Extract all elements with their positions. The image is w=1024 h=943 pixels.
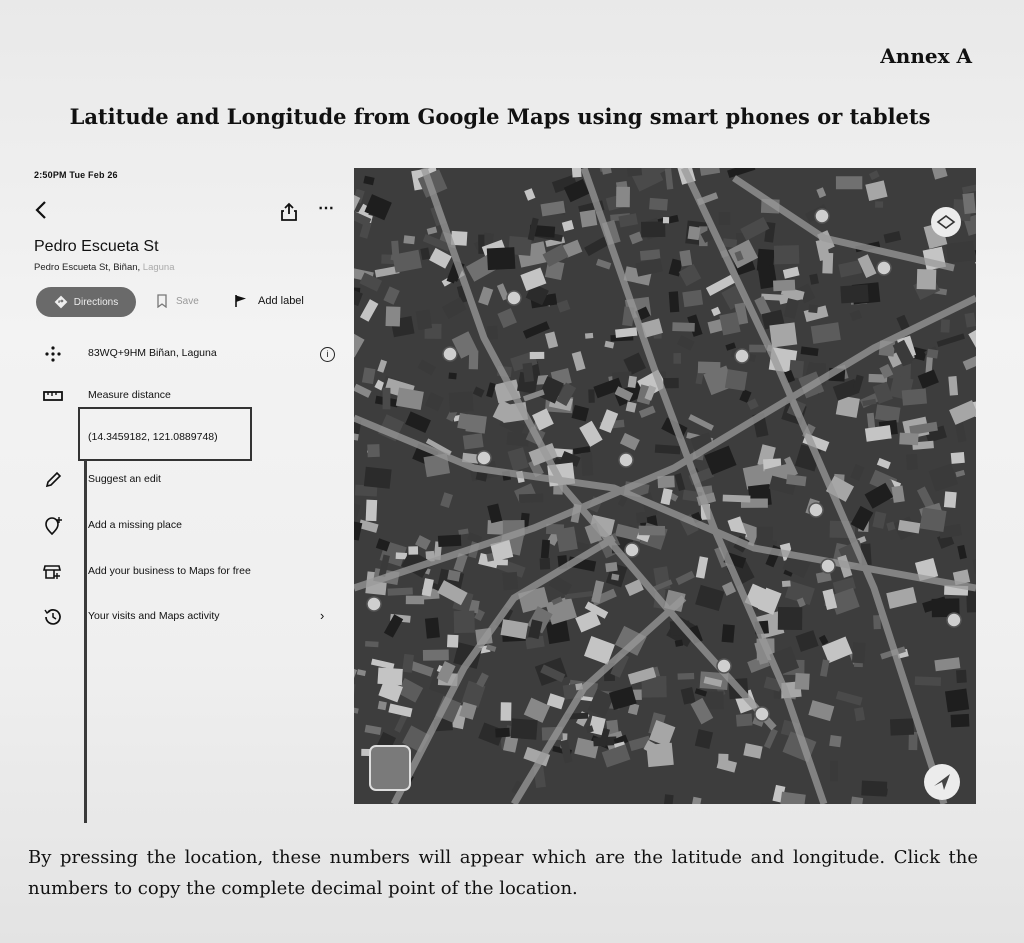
building-block: [420, 248, 430, 261]
suggest-edit-row[interactable]: [22, 470, 342, 492]
building-block: [861, 781, 887, 797]
building-block: [487, 326, 498, 340]
building-block: [636, 512, 647, 523]
add-business-text: Add your business to Maps for free: [88, 565, 251, 577]
building-block: [497, 308, 517, 328]
building-block: [391, 241, 399, 255]
building-block: [502, 572, 518, 590]
building-block: [725, 342, 736, 350]
plus-code-text: 83WQ+9HM Biñan, Laguna: [88, 347, 217, 359]
building-block: [378, 701, 387, 710]
building-block: [363, 176, 374, 186]
building-block: [688, 414, 714, 431]
building-block: [695, 729, 713, 749]
building-block: [782, 580, 791, 587]
building-block: [973, 556, 976, 574]
building-block: [354, 331, 365, 358]
building-block: [723, 495, 751, 503]
building-block: [886, 522, 895, 532]
place-subtitle: [34, 262, 175, 273]
building-block: [524, 188, 535, 201]
building-block: [409, 661, 433, 677]
building-block: [616, 187, 630, 208]
document-title: Latitude and Longitude from Google Maps using smart phones or tablets: [69, 104, 931, 129]
building-block: [931, 168, 948, 180]
building-block: [639, 406, 656, 418]
building-block: [546, 619, 570, 644]
building-block: [585, 333, 593, 339]
building-block: [354, 668, 357, 683]
instruction-paragraph: By pressing the location, these numbers will appear which are the latitude and longitude. Click the numbers to copy the complete decimal point of the location.: [28, 847, 978, 899]
building-block: [690, 797, 702, 804]
building-block: [524, 698, 550, 723]
building-block: [601, 168, 612, 175]
building-block: [854, 707, 865, 721]
building-block: [449, 391, 474, 412]
building-block: [596, 259, 611, 270]
building-block: [604, 341, 614, 349]
pencil-icon: [42, 470, 64, 490]
building-block: [816, 187, 826, 198]
building-block: [438, 535, 461, 547]
building-block: [695, 585, 724, 611]
building-block: [836, 691, 863, 706]
building-block: [557, 300, 571, 313]
building-block: [635, 258, 663, 276]
building-block: [890, 718, 914, 735]
place-panel: [22, 160, 352, 808]
building-block: [937, 333, 965, 347]
building-block: [572, 351, 586, 371]
building-block: [899, 433, 918, 446]
building-block: [780, 792, 806, 804]
building-block: [530, 352, 545, 359]
building-block: [743, 743, 762, 759]
annotation-line: [84, 460, 87, 823]
more-options-icon[interactable]: ⋯: [318, 200, 335, 217]
building-block: [965, 313, 976, 328]
coordinates-row[interactable]: [22, 428, 342, 450]
building-block: [688, 226, 701, 240]
building-block: [749, 345, 766, 353]
building-block: [951, 452, 965, 464]
add-label-button[interactable]: [234, 294, 304, 308]
building-block: [487, 247, 516, 270]
building-block: [383, 286, 399, 304]
building-block: [801, 346, 819, 356]
building-block: [830, 760, 837, 781]
building-block: [747, 398, 759, 410]
building-block: [678, 673, 695, 680]
building-block: [611, 574, 619, 581]
plus-code-icon: [42, 344, 64, 364]
building-block: [975, 254, 976, 282]
building-block: [875, 201, 883, 208]
building-block: [711, 307, 721, 317]
building-block: [454, 611, 475, 633]
building-block: [944, 491, 957, 508]
building-block: [727, 168, 755, 178]
building-block: [429, 248, 452, 269]
building-block: [579, 421, 602, 447]
plus-code-row[interactable]: [22, 344, 342, 366]
building-block: [367, 444, 380, 457]
building-block: [956, 670, 967, 683]
building-block: [377, 668, 402, 686]
building-block: [902, 388, 927, 405]
satellite-imagery: [354, 168, 976, 804]
building-block: [354, 520, 362, 540]
building-block: [811, 322, 841, 344]
directions-label: Directions: [73, 296, 119, 308]
building-block: [946, 241, 975, 263]
building-block: [957, 545, 967, 559]
building-block: [396, 387, 424, 410]
building-block: [362, 367, 376, 384]
directions-icon: [54, 295, 68, 309]
building-block: [929, 464, 958, 492]
building-block: [628, 376, 637, 388]
chevron-right-icon[interactable]: ›: [320, 608, 325, 623]
building-block: [819, 635, 829, 645]
building-block: [934, 657, 960, 671]
add-missing-place-text: Add a missing place: [88, 519, 182, 531]
building-block: [773, 280, 795, 292]
building-block: [519, 493, 543, 502]
building-block: [388, 703, 412, 717]
building-block: [679, 264, 702, 286]
building-block: [365, 725, 382, 735]
building-block: [416, 309, 432, 329]
building-block: [588, 389, 595, 402]
building-block: [663, 794, 673, 804]
maps-activity-text: Your visits and Maps activity: [88, 610, 220, 622]
building-block: [406, 596, 424, 605]
building-block: [511, 718, 538, 739]
building-block: [469, 350, 479, 369]
maps-activity-row[interactable]: [22, 607, 342, 629]
measure-distance-text: Measure distance: [88, 389, 171, 401]
building-block: [769, 322, 797, 347]
add-business-row[interactable]: [22, 562, 342, 584]
building-block: [850, 310, 862, 321]
building-block: [822, 589, 837, 610]
annex-label: Annex A: [880, 44, 972, 68]
building-block: [783, 267, 800, 279]
building-block: [795, 673, 810, 690]
building-block: [722, 582, 736, 596]
building-block: [948, 376, 958, 396]
building-block: [383, 388, 391, 410]
building-block: [796, 630, 819, 652]
building-block: [719, 212, 730, 225]
building-block: [918, 369, 939, 388]
add-missing-place-row[interactable]: [22, 516, 342, 538]
building-block: [682, 290, 703, 307]
flag-icon: [234, 294, 248, 308]
building-block: [354, 503, 361, 521]
building-block: [663, 378, 679, 388]
building-block: [427, 227, 438, 235]
building-block: [448, 372, 456, 379]
building-block: [736, 714, 753, 727]
building-block: [377, 360, 387, 373]
building-block: [649, 198, 668, 211]
building-block: [869, 170, 880, 180]
building-block: [396, 552, 407, 559]
building-block: [820, 659, 830, 676]
building-block: [920, 507, 947, 532]
building-block: [949, 400, 976, 425]
building-block: [354, 705, 359, 714]
place-title: Pedro Escueta St: [34, 238, 159, 255]
building-block: [677, 335, 695, 350]
building-block: [545, 331, 558, 348]
directions-button[interactable]: [36, 287, 136, 317]
share-icon[interactable]: [280, 202, 298, 222]
building-block: [639, 526, 665, 536]
building-block: [865, 180, 887, 201]
building-block: [875, 404, 901, 422]
building-block: [891, 485, 904, 502]
building-block: [366, 500, 378, 522]
building-block: [660, 488, 672, 505]
building-block: [354, 681, 356, 706]
building-block: [672, 322, 695, 331]
building-block: [962, 184, 976, 194]
building-block: [387, 587, 412, 595]
storefront-icon: [42, 562, 64, 582]
building-block: [478, 286, 493, 305]
building-block: [620, 433, 640, 451]
building-block: [425, 617, 440, 638]
building-block: [761, 803, 782, 804]
building-block: [955, 470, 965, 477]
building-block: [906, 454, 918, 470]
building-block: [676, 571, 695, 585]
building-block: [850, 796, 863, 804]
building-block: [520, 268, 546, 291]
maps-screenshot: [22, 160, 977, 808]
building-block: [572, 405, 589, 422]
building-block: [463, 433, 484, 449]
building-block: [681, 687, 696, 705]
coordinates-text[interactable]: (14.3459182, 121.0889748): [88, 431, 218, 443]
building-block: [872, 511, 886, 529]
building-block: [540, 558, 551, 570]
building-block: [473, 386, 485, 397]
save-button[interactable]: [156, 294, 199, 308]
building-block: [615, 327, 637, 338]
building-block: [941, 319, 950, 332]
building-block: [495, 728, 510, 738]
building-block: [423, 649, 449, 660]
building-block: [822, 253, 833, 274]
building-block: [357, 669, 366, 676]
building-block: [877, 458, 891, 469]
building-block: [695, 688, 707, 696]
building-block: [850, 464, 864, 481]
building-block: [739, 389, 751, 403]
building-block: [440, 492, 453, 508]
save-label: Save: [176, 295, 199, 307]
building-block: [757, 527, 773, 547]
building-block: [565, 591, 593, 599]
building-block: [405, 411, 431, 433]
history-icon: [42, 607, 64, 627]
building-block: [725, 369, 748, 391]
building-block: [764, 728, 778, 748]
building-block: [829, 735, 841, 747]
building-block: [486, 382, 496, 397]
measure-distance-row[interactable]: [22, 386, 342, 408]
add-place-icon: [42, 516, 64, 536]
building-block: [698, 361, 721, 373]
building-block: [556, 526, 578, 551]
back-arrow-icon[interactable]: [32, 198, 52, 222]
building-block: [718, 754, 728, 765]
building-block: [665, 168, 674, 189]
building-block: [626, 168, 642, 177]
building-block: [605, 562, 618, 572]
building-block: [501, 702, 512, 720]
building-block: [384, 614, 403, 637]
building-block: [840, 285, 868, 304]
building-block: [408, 546, 418, 554]
bookmark-icon: [156, 294, 168, 308]
building-block: [365, 641, 379, 647]
building-block: [465, 414, 486, 434]
ruler-icon: [42, 386, 64, 406]
building-block: [808, 304, 818, 313]
building-block: [354, 384, 372, 398]
building-block: [873, 615, 881, 629]
building-block: [886, 587, 917, 609]
building-block: [580, 210, 598, 228]
building-block: [778, 607, 803, 630]
building-block: [508, 447, 529, 471]
building-block: [838, 260, 862, 277]
building-block: [700, 168, 720, 176]
building-block: [945, 689, 969, 713]
building-block: [655, 444, 681, 454]
building-block: [447, 635, 459, 648]
building-block: [418, 360, 436, 376]
add-label-text: Add label: [258, 295, 304, 307]
building-block: [669, 291, 680, 312]
building-block: [809, 274, 819, 285]
building-block: [425, 392, 444, 411]
building-block: [663, 217, 669, 223]
building-block: [722, 624, 735, 643]
building-block: [852, 642, 866, 663]
building-block: [968, 327, 976, 352]
building-block: [386, 306, 401, 326]
building-block: [927, 349, 939, 359]
building-block: [915, 676, 941, 686]
building-block: [364, 467, 392, 489]
building-block: [360, 299, 378, 322]
satellite-map[interactable]: [354, 168, 976, 804]
building-block: [774, 245, 800, 264]
building-block: [541, 540, 550, 559]
building-block: [696, 556, 708, 578]
building-block: [674, 473, 685, 491]
building-block: [581, 452, 593, 475]
status-bar-time: 2:50PM Tue Feb 26: [34, 170, 118, 180]
building-block: [836, 176, 862, 189]
building-block: [963, 354, 976, 370]
building-block: [641, 221, 665, 237]
building-block: [458, 529, 468, 536]
building-block: [951, 714, 970, 728]
building-block: [962, 193, 976, 214]
building-block: [572, 168, 582, 178]
place-subtitle-text: Pedro Escueta St, Biñan,: [34, 262, 141, 273]
building-block: [673, 353, 681, 364]
info-icon[interactable]: i: [320, 347, 335, 362]
building-block: [629, 232, 643, 245]
building-block: [917, 269, 937, 290]
building-block: [884, 231, 902, 243]
place-subtitle-faint: Laguna: [142, 262, 175, 273]
building-block: [562, 220, 574, 231]
building-block: [808, 700, 834, 721]
suggest-edit-text: Suggest an edit: [88, 473, 161, 485]
building-block: [403, 235, 415, 244]
